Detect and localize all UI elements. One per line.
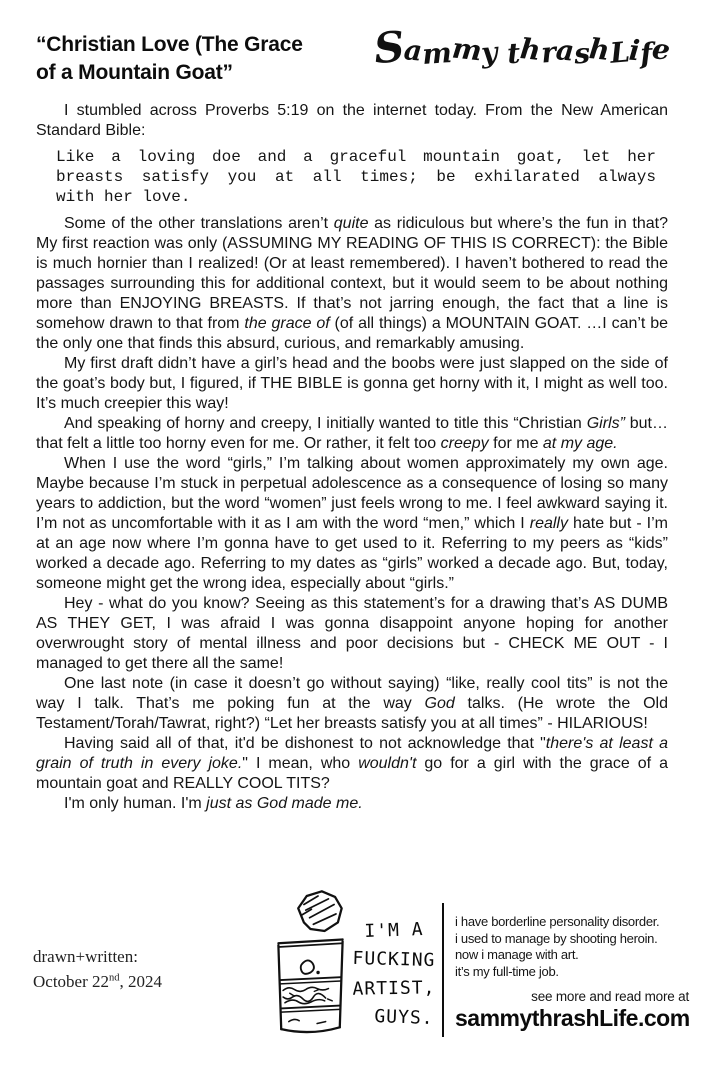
paragraph: When I use the word “girls,” I’m talking about women approximately my own age. Maybe because I’m stuck in perpetual adolescence as a consequence of losing so many years to addiction, but the word “women” just feels wrong to me. I feel awkward saying it. I’m not as uncomfortable with it as I am with the word “men,” which I really hate but - I’m at an age now where I’m gonna have to get used to it. Referring to my peers as “kids” worked a decade ago. Referring to my dates as “girls” worked a decade ago. But, today, someone might get the wrong idea, especially about “girls.” — [36, 455, 668, 592]
artist-caption-line: I'M A — [364, 918, 424, 943]
artist-caption — [348, 916, 440, 1032]
bible-quote-line: breasts satisfy you at all times; be exhilarated always — [56, 168, 656, 186]
promo-text: see more and read more at — [531, 989, 689, 1004]
paragraph: Having said all of that, it'd be dishonest to not acknowledge that "there's at least a grain of truth in every joke." I mean, who wouldn't go for a girl with the grace of a mountain goat and REALLY COOL TITS? — [36, 735, 668, 792]
paragraph: Hey - what do you know? Seeing as this statement’s for a drawing that’s AS DUMB AS THEY GET, I was afraid I was gonna disappoint anyone hoping for another overwrought story of mental illness and poor decisions but - CHECK ME OUT - I managed to get there all the same! — [36, 595, 668, 672]
page-title — [36, 31, 303, 87]
artist-caption-line: ARTIST, — [352, 977, 436, 1000]
paragraph: I stumbled across Proverbs 5:19 on the internet today. From the New American Standard Bible: — [36, 102, 668, 139]
website-url: sammythrashLife.com — [455, 1005, 690, 1031]
bible-quote-line: Like a loving doe and a graceful mountain goat, let her — [56, 148, 656, 166]
bible-quote-line: with her love. — [56, 188, 191, 206]
bio-line: now i manage with art. — [455, 947, 579, 962]
artist-caption-line: FUCKING — [352, 947, 436, 972]
bible-quote — [56, 147, 656, 207]
paragraph: Some of the other translations aren’t quite as ridiculous but where’s the fun in that? My first reaction was only (ASSUMING MY READING OF THIS IS CORRECT): the Bible is much hornier than I realized! (Or at least remembered). I haven’t bothered to read the passages surrounding this for additional context, but it would seem to be about nothing more than ENJOYING BREASTS. If that’s not jarring enough, the fact that a line is somehow drawn to that from the grace of (of all things) a MOUNTAIN GOAT. …I can’t be the only one that finds this absurd, curious, and remarkably amusing. — [36, 215, 669, 352]
bio-lines — [455, 914, 689, 980]
paragraph: And speaking of horny and creepy, I initially wanted to title this “Christian Girls” but… that felt a little too horny even for me. Or rather, it felt too creepy for me at my age. — [36, 415, 669, 452]
credit-label: drawn+written: — [33, 947, 138, 966]
credit-date-line: October 22nd, 2024 — [33, 972, 163, 991]
page-title-line-2: of a Mountain Goat” — [36, 61, 233, 84]
statement-text — [36, 101, 668, 814]
bio-line: i used to manage by shooting heroin. — [455, 930, 658, 946]
paragraph: I'm only human. I'm just as God made me. — [64, 795, 363, 812]
page-title-line-1: “Christian Love (The Grace — [36, 33, 303, 56]
tin-can-drawing — [268, 888, 353, 1040]
bio-block — [455, 914, 689, 1032]
artist-caption-line: GUYS. — [374, 1005, 434, 1030]
artist-signature: Sammy thrashLife — [371, 21, 672, 74]
paragraph: One last note (in case it doesn’t go without saying) “like, really cool tits” is not the way I talk. That’s me poking fun at the way God talks. (He wrote the Old Testament/Torah/Tawrat, right?) “Let her breasts satisfy you at all times” - HILARIOUS! — [36, 675, 668, 732]
can-lid-ball — [298, 891, 341, 931]
credit-date — [33, 944, 162, 994]
bio-line: i have borderline personality disorder. — [455, 914, 660, 929]
bio-line: it’s my full-time job. — [455, 963, 559, 979]
footer-divider — [442, 903, 444, 1037]
paragraph: My first draft didn’t have a girl’s head and the boobs were just slapped on the side of the goat’s body but, I figured, if THE BIBLE is gonna get horny with it, I might as well too. It’s much creepier this way! — [36, 355, 668, 412]
